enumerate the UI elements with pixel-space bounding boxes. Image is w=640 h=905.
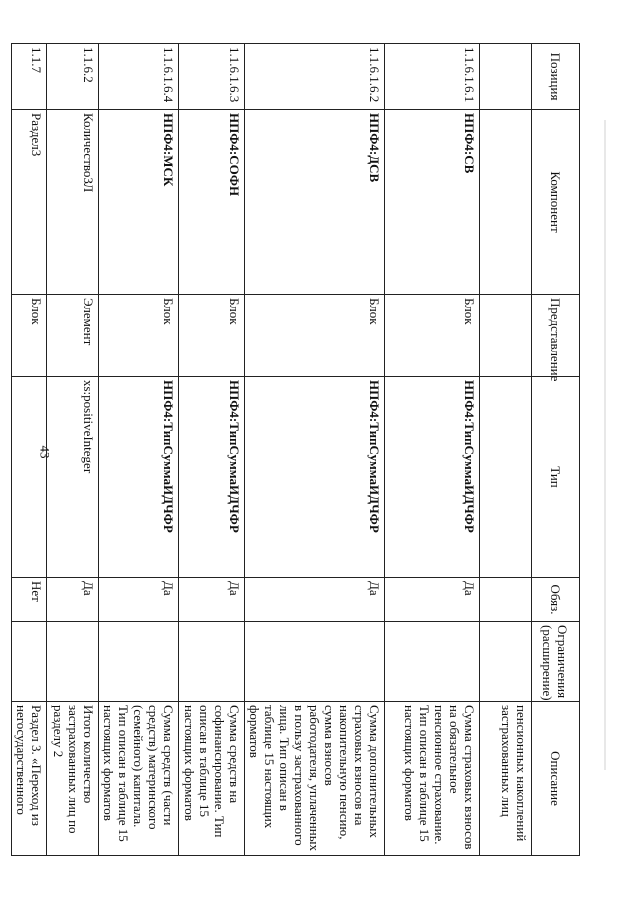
cell-description: Раздел 3. «Переход из негосударственного xyxy=(12,702,47,856)
cell-position: 1.1.6.1.6.1 xyxy=(385,44,480,110)
cell-restrictions xyxy=(385,622,480,702)
table-header-row xyxy=(532,44,580,856)
page-edge-shadow xyxy=(604,120,606,770)
cell-restrictions xyxy=(480,622,532,702)
cell-type xyxy=(12,377,47,578)
cell-description: Сумма дополнительных страховых взносов на накопительную пенсию, сумма взносов работодателя, уплаченных в пользу застрахованного лица. Тип описан в таблице 15 настоящих форматов xyxy=(245,702,385,856)
cell-required: Да xyxy=(245,578,385,622)
cell-restrictions xyxy=(179,622,245,702)
header-description: Описание xyxy=(532,702,580,856)
cell-representation: Блок xyxy=(385,295,480,377)
header-restrictions: Ограничения (расширение) xyxy=(532,622,580,702)
header-position: Позиция xyxy=(532,44,580,110)
header-required: Обяз. xyxy=(532,578,580,622)
cell-representation: Блок xyxy=(179,295,245,377)
cell-required: Нет xyxy=(12,578,47,622)
table-row xyxy=(245,44,385,856)
cell-component: Раздел3 xyxy=(12,110,47,295)
cell-position: 1.1.7 xyxy=(12,44,47,110)
cell-component xyxy=(480,110,532,295)
cell-required: Да xyxy=(99,578,179,622)
cell-type xyxy=(480,377,532,578)
cell-type: НПФ4:ТипСуммаИДЧФР xyxy=(99,377,179,578)
cell-required: Да xyxy=(179,578,245,622)
cell-restrictions xyxy=(47,622,99,702)
header-representation: Представление xyxy=(532,295,580,377)
table-row xyxy=(480,44,532,856)
header-component: Компонент xyxy=(532,110,580,295)
table-row xyxy=(385,44,480,856)
cell-component: НПФ4:МСК xyxy=(99,110,179,295)
cell-representation: Блок xyxy=(245,295,385,377)
header-type: Тип xyxy=(532,377,580,578)
cell-description: Итого количество застрахованных лиц по разделу 2 xyxy=(47,702,99,856)
cell-component: НПФ4:ДСВ xyxy=(245,110,385,295)
cell-representation: Блок xyxy=(99,295,179,377)
cell-representation xyxy=(480,295,532,377)
cell-component: КоличествоЗЛ xyxy=(47,110,99,295)
cell-representation: Элемент xyxy=(47,295,99,377)
cell-position: 1.1.6.2 xyxy=(47,44,99,110)
cell-representation: Блок xyxy=(12,295,47,377)
cell-position xyxy=(480,44,532,110)
cell-position: 1.1.6.1.6.3 xyxy=(179,44,245,110)
table-row xyxy=(99,44,179,856)
cell-type: НПФ4:ТипСуммаИДЧФР xyxy=(245,377,385,578)
cell-component: НПФ4:СВ xyxy=(385,110,480,295)
cell-type: xs:positiveInteger xyxy=(47,377,99,578)
cell-required: Да xyxy=(385,578,480,622)
cell-position: 1.1.6.1.6.2 xyxy=(245,44,385,110)
format-table xyxy=(11,43,580,856)
cell-type: НПФ4:ТипСуммаИДЧФР xyxy=(179,377,245,578)
cell-description: пенсионных накоплений застрахованных лиц xyxy=(480,702,532,856)
cell-description: Сумма средств (части средств) материнского (семейного) капитала. Тип описан в таблице 15 настоящих форматов xyxy=(99,702,179,856)
cell-type: НПФ4:ТипСуммаИДЧФР xyxy=(385,377,480,578)
cell-description: Сумма страховых взносов на обязательное пенсионное страхование. Тип описан в таблице 15 настоящих форматов xyxy=(385,702,480,856)
cell-restrictions xyxy=(245,622,385,702)
table-row xyxy=(12,44,47,856)
table-row xyxy=(47,44,99,856)
page-number: 43 xyxy=(37,445,53,459)
cell-component: НПФ4:СОФН xyxy=(179,110,245,295)
cell-description: Сумма средств на софинансирование. Тип описан в таблице 15 настоящих форматов xyxy=(179,702,245,856)
cell-position: 1.1.6.1.6.4 xyxy=(99,44,179,110)
cell-required: Да xyxy=(47,578,99,622)
cell-required xyxy=(480,578,532,622)
cell-restrictions xyxy=(12,622,47,702)
table-row xyxy=(179,44,245,856)
cell-restrictions xyxy=(99,622,179,702)
